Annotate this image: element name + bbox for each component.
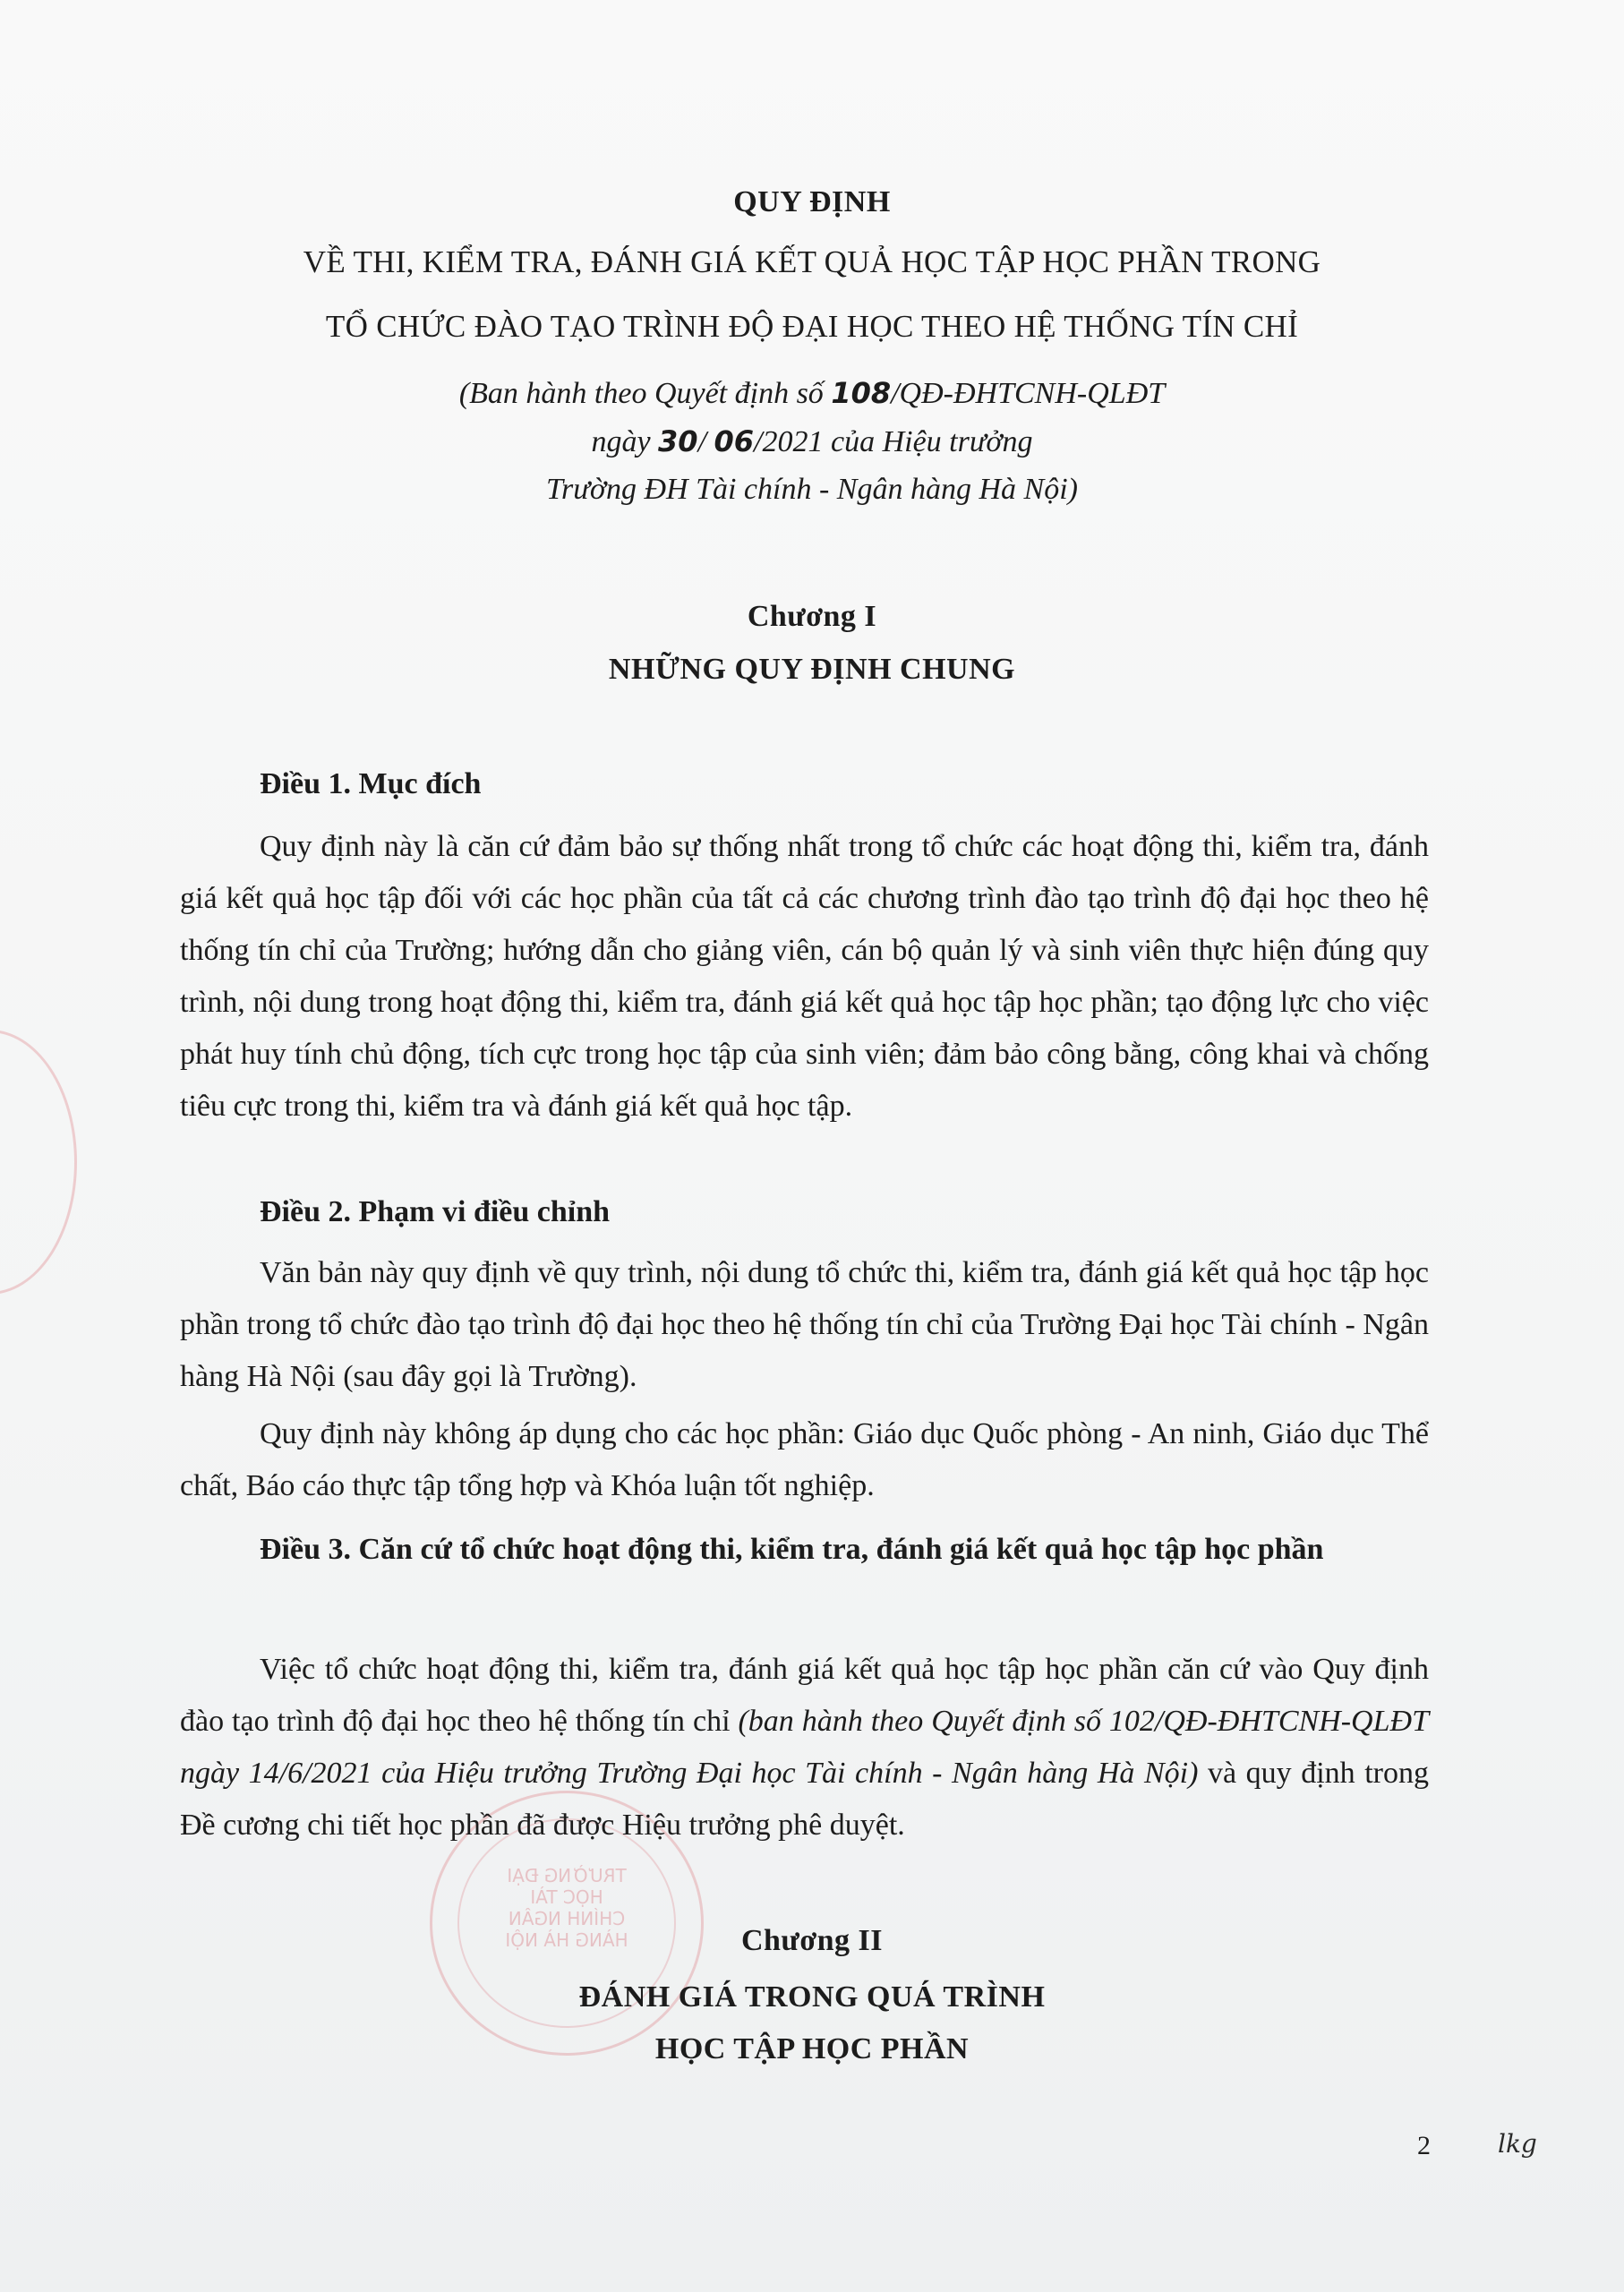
handwritten-month: 06 xyxy=(714,424,755,458)
chapter1-label: Chương I xyxy=(747,600,877,633)
article3-body-italic: (ban hành theo Quyết định số 102/QĐ-ĐHTCNH-QLĐT ngày 14/6/2021 của Hiệu trưởng Trường Đại học Tài chính - Ngân hàng Hà Nội) xyxy=(180,1705,1429,1790)
stamp-text: TRƯỜNG ĐẠI HỌC TÀI CHÍNH NGÂN HÀNG HÀ NỘI xyxy=(505,1865,628,1951)
document-subtitle-line2: TỔ CHỨC ĐÀO TẠO TRÌNH ĐỘ ĐẠI HỌC THEO HỆ THỐNG TÍN CHỈ xyxy=(325,309,1299,344)
handwritten-decision-number: 108 xyxy=(831,376,892,410)
article3-heading: Điều 3. Căn cứ tổ chức hoạt động thi, kiểm tra, đánh giá kết quả học tập học phần xyxy=(260,1533,1324,1566)
article2-body2: Quy định này không áp dụng cho các học phần: Giáo dục Quốc phòng - An ninh, Giáo dục Thể chất, Báo cáo thực tập tổng hợp và Khóa luận tốt nghiệp. xyxy=(180,1417,1429,1502)
date-suffix: /2021 của Hiệu trưởng xyxy=(754,425,1033,458)
document-subtitle-line1: VỀ THI, KIỂM TRA, ĐÁNH GIÁ KẾT QUẢ HỌC TẬP HỌC PHẦN TRONG xyxy=(303,244,1321,279)
stamp-seal-left xyxy=(0,1030,77,1295)
chapter2-label: Chương II xyxy=(740,1924,884,1957)
issued-prefix: (Ban hành theo Quyết định số xyxy=(458,377,832,410)
chapter1-title: NHỮNG QUY ĐỊNH CHUNG xyxy=(608,653,1016,686)
chapter2-title-line2: HỌC TẬP HỌC PHẦN xyxy=(654,2032,970,2065)
article3-body-start: Việc tổ chức hoạt động thi, kiểm tra, đánh giá kết quả học tập học phần căn cứ vào Quy định đào tạo trình độ đại học theo hệ thống tín chỉ xyxy=(180,1653,1429,1738)
issued-date-line xyxy=(0,424,1624,459)
article3-body xyxy=(180,1644,1429,1852)
article2-heading: Điều 2. Phạm vi điều chỉnh xyxy=(260,1195,611,1228)
date-sep: / xyxy=(697,425,714,458)
article3-body-end: và quy định trong Đề cương chi tiết học phần đã được Hiệu trưởng phê duyệt. xyxy=(180,1757,1429,1842)
page-number: 2 xyxy=(1417,2131,1431,2160)
document-title: QUY ĐỊNH xyxy=(733,185,891,218)
issued-suffix: /QĐ-ĐHTCNH-QLĐT xyxy=(891,377,1166,410)
date-prefix: ngày xyxy=(591,425,659,458)
article1-heading: Điều 1. Mục đích xyxy=(260,767,482,800)
article2-body1: Văn bản này quy định về quy trình, nội dung tổ chức thi, kiểm tra, đánh giá kết quả học tập học phần trong tổ chức đào tạo trình độ đại học theo hệ thống tín chỉ của Trường Đại học Tài chính - Ngân hàng Hà Nội (sau đây gọi là Trường). xyxy=(180,1256,1429,1393)
article1-body: Quy định này là căn cứ đảm bảo sự thống nhất trong tổ chức các hoạt động thi, kiểm tra, đánh giá kết quả học tập đối với các học phần của tất cả các chương trình đào tạo trình độ đại học theo hệ thống tín chỉ của Trường; hướng dẫn cho giảng viên, cán bộ quản lý và sinh viên thực hiện đúng quy trình, nội dung trong hoạt động thi, kiểm tra, đánh giá kết quả học tập học phần; tạo động lực cho việc phát huy tính chủ động, tích cực trong học tập của sinh viên; đảm bảo công bằng, công khai và chống tiêu cực trong thi, kiểm tra và đánh giá kết quả học tập. xyxy=(180,830,1429,1123)
chapter2-title-line1: ĐÁNH GIÁ TRONG QUÁ TRÌNH xyxy=(578,1980,1046,2014)
handwritten-day: 30 xyxy=(658,424,698,458)
issued-decision-line xyxy=(0,376,1624,411)
handwritten-initials: lkg xyxy=(1498,2129,1537,2159)
issuer-line: Trường ĐH Tài chính - Ngân hàng Hà Nội) xyxy=(546,473,1078,506)
